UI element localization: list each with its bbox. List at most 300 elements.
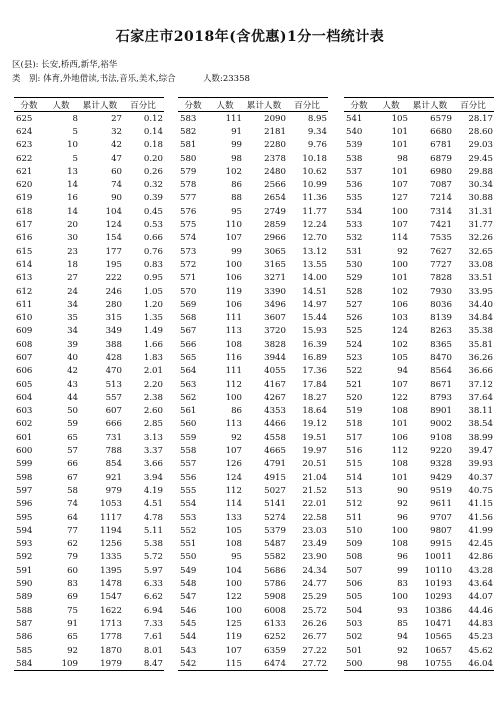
table-row xyxy=(178,338,328,351)
table-row xyxy=(344,325,494,338)
score-cell: 561 xyxy=(180,406,197,417)
count-cell: 112 xyxy=(225,379,242,390)
table-row xyxy=(14,139,164,152)
score-cell: 518 xyxy=(346,419,363,430)
table-row xyxy=(14,498,164,511)
cumulative-cell: 9807 xyxy=(430,525,452,536)
score-cell: 537 xyxy=(346,166,363,177)
percent-cell: 22.58 xyxy=(302,512,327,523)
table-row xyxy=(344,311,494,324)
cumulative-cell: 280 xyxy=(105,299,122,310)
score-cell: 616 xyxy=(16,233,33,244)
table-row xyxy=(178,657,328,671)
table-row xyxy=(344,272,494,285)
cumulative-cell: 195 xyxy=(105,259,122,270)
score-cell: 567 xyxy=(180,326,197,337)
score-cell: 568 xyxy=(180,313,197,324)
cumulative-cell: 731 xyxy=(105,432,122,443)
percent-cell: 43.64 xyxy=(468,579,493,590)
percent-cell: 28.17 xyxy=(468,113,493,124)
table-row xyxy=(14,178,164,191)
percent-cell: 14.51 xyxy=(302,286,327,297)
count-cell: 119 xyxy=(225,286,242,297)
percent-cell: 6.33 xyxy=(143,579,163,590)
count-cell: 101 xyxy=(391,472,408,483)
score-cell: 602 xyxy=(16,419,33,430)
score-cell: 608 xyxy=(16,339,33,350)
score-cell: 509 xyxy=(346,539,363,550)
score-cell: 593 xyxy=(16,539,33,550)
header-cumulative: 累计人数 xyxy=(408,98,452,112)
table-row xyxy=(344,192,494,205)
percent-cell: 38.11 xyxy=(468,406,493,417)
count-cell: 102 xyxy=(391,286,408,297)
table-row xyxy=(344,152,494,165)
table-row xyxy=(344,232,494,245)
percent-cell: 11.36 xyxy=(302,193,327,204)
percent-cell: 40.75 xyxy=(468,485,493,496)
score-cell: 623 xyxy=(16,140,33,151)
table-row xyxy=(344,125,494,138)
table-row xyxy=(344,258,494,271)
score-cell: 606 xyxy=(16,366,33,377)
table-row xyxy=(14,471,164,484)
total-count: 人数:23358 xyxy=(203,74,250,84)
percent-cell: 10.99 xyxy=(302,180,327,191)
count-cell: 79 xyxy=(67,552,78,563)
table-row xyxy=(178,351,328,364)
count-cell: 43 xyxy=(67,379,78,390)
cumulative-cell: 7087 xyxy=(430,180,452,191)
score-cell: 517 xyxy=(346,432,363,443)
table-row xyxy=(14,298,164,311)
cumulative-cell: 10471 xyxy=(424,618,452,629)
count-cell: 59 xyxy=(67,419,78,430)
count-cell: 65 xyxy=(67,432,78,443)
table-row xyxy=(178,538,328,551)
percent-cell: 3.37 xyxy=(143,446,163,457)
percent-cell: 15.44 xyxy=(302,313,327,324)
header-count: 人数 xyxy=(208,98,242,112)
percent-cell: 25.29 xyxy=(302,592,327,603)
percent-cell: 14.97 xyxy=(302,299,327,310)
count-cell: 75 xyxy=(67,605,78,616)
score-cell: 595 xyxy=(16,512,33,523)
table-row xyxy=(178,604,328,617)
score-cell: 534 xyxy=(346,206,363,217)
score-cell: 548 xyxy=(180,579,197,590)
percent-cell: 6.62 xyxy=(143,592,163,603)
count-cell: 86 xyxy=(231,180,242,191)
cumulative-cell: 222 xyxy=(105,273,122,284)
percent-cell: 26.26 xyxy=(302,618,327,629)
cumulative-cell: 7535 xyxy=(430,233,452,244)
percent-cell: 22.01 xyxy=(302,499,327,510)
cumulative-cell: 8036 xyxy=(430,299,452,310)
cumulative-cell: 1979 xyxy=(78,657,122,671)
count-cell: 94 xyxy=(397,632,408,643)
table-row xyxy=(14,391,164,404)
percent-cell: 28.60 xyxy=(468,126,493,137)
score-cell: 589 xyxy=(16,592,33,603)
table-row xyxy=(14,458,164,471)
cumulative-cell: 154 xyxy=(105,233,122,244)
table-row xyxy=(344,298,494,311)
table-row xyxy=(178,405,328,418)
count-cell: 92 xyxy=(67,645,78,656)
count-cell: 107 xyxy=(225,233,242,244)
count-cell: 10 xyxy=(67,140,78,151)
cumulative-cell: 10565 xyxy=(424,632,452,643)
percent-cell: 38.99 xyxy=(468,432,493,443)
table-row xyxy=(14,152,164,165)
count-cell: 39 xyxy=(67,339,78,350)
table-row xyxy=(344,511,494,524)
cumulative-cell: 6008 xyxy=(264,605,286,616)
count-cell: 101 xyxy=(391,166,408,177)
count-cell: 14 xyxy=(67,180,78,191)
score-cell: 507 xyxy=(346,565,363,576)
count-cell: 58 xyxy=(67,485,78,496)
score-cell: 615 xyxy=(16,246,33,257)
count-cell: 113 xyxy=(225,419,242,430)
percent-cell: 11.77 xyxy=(302,206,327,217)
percent-cell: 2.38 xyxy=(143,392,163,403)
cumulative-cell: 1622 xyxy=(100,605,122,616)
percent-cell: 4.78 xyxy=(143,512,163,523)
count-cell: 100 xyxy=(391,206,408,217)
table-row xyxy=(178,258,328,271)
percent-cell: 7.61 xyxy=(143,632,163,643)
score-cell: 555 xyxy=(180,485,197,496)
table-row xyxy=(344,112,494,126)
table-row xyxy=(178,458,328,471)
cumulative-cell: 8365 xyxy=(430,339,452,350)
count-cell: 83 xyxy=(67,579,78,590)
percent-cell: 0.32 xyxy=(143,180,163,191)
count-cell: 30 xyxy=(67,233,78,244)
percent-cell: 39.93 xyxy=(468,459,493,470)
score-cell: 530 xyxy=(346,259,363,270)
count-cell: 86 xyxy=(231,406,242,417)
score-cell: 513 xyxy=(346,485,363,496)
cumulative-cell: 9707 xyxy=(430,512,452,523)
cumulative-cell: 7930 xyxy=(430,286,452,297)
score-cell: 521 xyxy=(346,379,363,390)
table-row xyxy=(344,431,494,444)
count-cell: 105 xyxy=(391,113,408,124)
count-cell: 93 xyxy=(397,605,408,616)
score-cell: 544 xyxy=(180,632,197,643)
count-cell: 107 xyxy=(391,220,408,231)
percent-cell: 12.24 xyxy=(302,220,327,231)
table-row xyxy=(178,245,328,258)
cumulative-cell: 5487 xyxy=(264,539,286,550)
table-row xyxy=(344,405,494,418)
count-cell: 100 xyxy=(225,259,242,270)
cumulative-cell: 9915 xyxy=(430,539,452,550)
table-row xyxy=(178,484,328,497)
percent-cell: 37.64 xyxy=(468,392,493,403)
percent-cell: 35.38 xyxy=(468,326,493,337)
percent-cell: 39.47 xyxy=(468,446,493,457)
table-row xyxy=(344,351,494,364)
cumulative-cell: 8263 xyxy=(430,326,452,337)
table-row xyxy=(344,471,494,484)
table-row xyxy=(178,591,328,604)
percent-cell: 18.27 xyxy=(302,392,327,403)
score-cell: 563 xyxy=(180,379,197,390)
percent-cell: 29.88 xyxy=(468,166,493,177)
table-row xyxy=(178,152,328,165)
table-row xyxy=(178,218,328,231)
table-row xyxy=(178,577,328,590)
score-cell: 538 xyxy=(346,153,363,164)
cumulative-cell: 1395 xyxy=(100,565,122,576)
percent-cell: 6.94 xyxy=(143,605,163,616)
cumulative-cell: 315 xyxy=(105,313,122,324)
table-row xyxy=(178,285,328,298)
score-cell: 503 xyxy=(346,618,363,629)
score-cell: 577 xyxy=(180,193,197,204)
percent-cell: 12.70 xyxy=(302,233,327,244)
percent-cell: 18.64 xyxy=(302,406,327,417)
percent-cell: 2.60 xyxy=(143,406,163,417)
table-row xyxy=(178,205,328,218)
score-cell: 516 xyxy=(346,446,363,457)
table-row xyxy=(14,378,164,391)
percent-cell: 25.72 xyxy=(302,605,327,616)
percent-cell: 0.95 xyxy=(143,273,163,284)
count-cell: 92 xyxy=(231,432,242,443)
cumulative-cell: 607 xyxy=(105,406,122,417)
category-line: 类 别: 体育,外地借读,书法,音乐,美术,综合 xyxy=(12,74,176,84)
score-cell: 546 xyxy=(180,605,197,616)
score-cell: 551 xyxy=(180,539,197,550)
score-cell: 541 xyxy=(346,113,363,124)
score-cell: 600 xyxy=(16,446,33,457)
cumulative-cell: 1778 xyxy=(100,632,122,643)
cumulative-cell: 3496 xyxy=(264,299,286,310)
percent-cell: 3.94 xyxy=(143,472,163,483)
table-row xyxy=(14,538,164,551)
cumulative-cell: 6781 xyxy=(430,140,452,151)
table-row xyxy=(14,218,164,231)
cumulative-cell: 9611 xyxy=(430,499,452,510)
cumulative-cell: 2280 xyxy=(264,140,286,151)
table-row xyxy=(178,551,328,564)
table-row xyxy=(14,657,164,671)
score-cell: 575 xyxy=(180,220,197,231)
score-cell: 519 xyxy=(346,406,363,417)
cumulative-cell: 1547 xyxy=(100,592,122,603)
cumulative-cell: 6474 xyxy=(242,657,286,671)
score-cell: 590 xyxy=(16,579,33,590)
cumulative-cell: 32 xyxy=(111,126,122,137)
table-row xyxy=(14,418,164,431)
table-row xyxy=(178,192,328,205)
cumulative-cell: 124 xyxy=(105,220,122,231)
table-row xyxy=(14,165,164,178)
table-row xyxy=(14,617,164,630)
cumulative-cell: 6879 xyxy=(430,153,452,164)
score-cell: 572 xyxy=(180,259,197,270)
score-cell: 524 xyxy=(346,339,363,350)
percent-cell: 43.28 xyxy=(468,565,493,576)
percent-cell: 5.38 xyxy=(143,539,163,550)
cumulative-cell: 7727 xyxy=(430,259,452,270)
count-cell: 96 xyxy=(397,512,408,523)
cumulative-cell: 10110 xyxy=(424,565,452,576)
score-cell: 619 xyxy=(16,193,33,204)
percent-cell: 37.12 xyxy=(468,379,493,390)
table-row xyxy=(344,391,494,404)
count-cell: 109 xyxy=(44,657,78,671)
table-row xyxy=(14,551,164,564)
table-row xyxy=(178,311,328,324)
table-row xyxy=(178,165,328,178)
cumulative-cell: 6680 xyxy=(430,126,452,137)
score-cell: 580 xyxy=(180,153,197,164)
score-cell: 599 xyxy=(16,459,33,470)
count-cell: 108 xyxy=(391,406,408,417)
cumulative-cell: 10755 xyxy=(408,657,452,671)
table-row xyxy=(14,125,164,138)
percent-cell: 2.85 xyxy=(143,419,163,430)
count-cell: 111 xyxy=(225,366,242,377)
count-cell: 100 xyxy=(391,259,408,270)
percent-cell: 14.00 xyxy=(302,273,327,284)
table-row xyxy=(14,205,164,218)
table-row xyxy=(178,365,328,378)
score-cell: 531 xyxy=(346,246,363,257)
table-row xyxy=(14,232,164,245)
count-cell: 105 xyxy=(225,525,242,536)
table-row xyxy=(14,258,164,271)
count-cell: 99 xyxy=(231,246,242,257)
count-cell: 111 xyxy=(225,113,242,124)
percent-cell: 0.45 xyxy=(143,206,163,217)
percent-cell: 0.53 xyxy=(143,220,163,231)
cumulative-cell: 8901 xyxy=(430,406,452,417)
score-cell: 605 xyxy=(16,379,33,390)
table-row xyxy=(14,365,164,378)
table-row xyxy=(178,112,328,126)
count-cell: 94 xyxy=(397,366,408,377)
cumulative-cell: 10386 xyxy=(424,605,452,616)
cumulative-cell: 8564 xyxy=(430,366,452,377)
table-row xyxy=(344,205,494,218)
count-cell: 100 xyxy=(391,525,408,536)
table-row xyxy=(344,378,494,391)
score-cell: 558 xyxy=(180,446,197,457)
score-cell: 512 xyxy=(346,499,363,510)
table-row xyxy=(344,644,494,657)
cumulative-cell: 8671 xyxy=(430,379,452,390)
cumulative-cell: 349 xyxy=(105,326,122,337)
district-line: 区(县): 长安,桥西,新华,裕华 xyxy=(12,60,118,70)
table-row xyxy=(14,192,164,205)
score-cell: 539 xyxy=(346,140,363,151)
count-cell: 108 xyxy=(225,339,242,350)
percent-cell: 0.83 xyxy=(143,259,163,270)
percent-cell: 3.13 xyxy=(143,432,163,443)
score-cell: 543 xyxy=(180,645,197,656)
percent-cell: 9.34 xyxy=(307,126,327,137)
table-row xyxy=(14,591,164,604)
count-cell: 107 xyxy=(225,645,242,656)
percent-cell: 8.95 xyxy=(307,113,327,124)
table-header-row xyxy=(14,98,164,112)
count-cell: 101 xyxy=(391,126,408,137)
header-percent: 百分比 xyxy=(286,98,328,112)
percent-cell: 31.31 xyxy=(468,206,493,217)
count-cell: 103 xyxy=(391,313,408,324)
score-cell: 514 xyxy=(346,472,363,483)
percent-cell: 36.66 xyxy=(468,366,493,377)
count-cell: 77 xyxy=(67,525,78,536)
score-cell: 570 xyxy=(180,286,197,297)
score-cell: 540 xyxy=(346,126,363,137)
table-row xyxy=(14,351,164,364)
percent-cell: 17.36 xyxy=(302,366,327,377)
table-row xyxy=(178,178,328,191)
percent-cell: 41.56 xyxy=(468,512,493,523)
table-row xyxy=(178,471,328,484)
cumulative-cell: 4915 xyxy=(264,472,286,483)
table-row xyxy=(14,245,164,258)
score-cell: 614 xyxy=(16,259,33,270)
cumulative-cell: 2090 xyxy=(264,113,286,124)
count-cell: 69 xyxy=(67,592,78,603)
count-cell: 124 xyxy=(391,326,408,337)
cumulative-cell: 666 xyxy=(105,419,122,430)
cumulative-cell: 3271 xyxy=(264,273,286,284)
score-cell: 542 xyxy=(178,657,208,671)
table-row xyxy=(344,139,494,152)
cumulative-cell: 10657 xyxy=(424,645,452,656)
score-cell: 508 xyxy=(346,552,363,563)
count-cell: 91 xyxy=(231,126,242,137)
table-row xyxy=(344,631,494,644)
score-cell: 564 xyxy=(180,366,197,377)
cumulative-cell: 5274 xyxy=(264,512,286,523)
count-cell: 124 xyxy=(225,472,242,483)
percent-cell: 19.12 xyxy=(302,419,327,430)
count-cell: 64 xyxy=(67,512,78,523)
percent-cell: 21.52 xyxy=(302,485,327,496)
percent-cell: 46.04 xyxy=(452,657,494,671)
table-row xyxy=(178,644,328,657)
percent-cell: 4.51 xyxy=(143,499,163,510)
table-row xyxy=(344,538,494,551)
percent-cell: 9.76 xyxy=(307,140,327,151)
score-cell: 610 xyxy=(16,313,33,324)
percent-cell: 38.54 xyxy=(468,419,493,430)
header-score: 分数 xyxy=(344,98,374,112)
table-row xyxy=(14,325,164,338)
score-cell: 523 xyxy=(346,352,363,363)
count-cell: 74 xyxy=(67,499,78,510)
count-cell: 40 xyxy=(67,352,78,363)
count-cell: 111 xyxy=(225,313,242,324)
table-row xyxy=(178,272,328,285)
table-row xyxy=(344,245,494,258)
cumulative-cell: 513 xyxy=(105,379,122,390)
score-cell: 576 xyxy=(180,206,197,217)
count-cell: 100 xyxy=(225,579,242,590)
count-cell: 107 xyxy=(391,379,408,390)
